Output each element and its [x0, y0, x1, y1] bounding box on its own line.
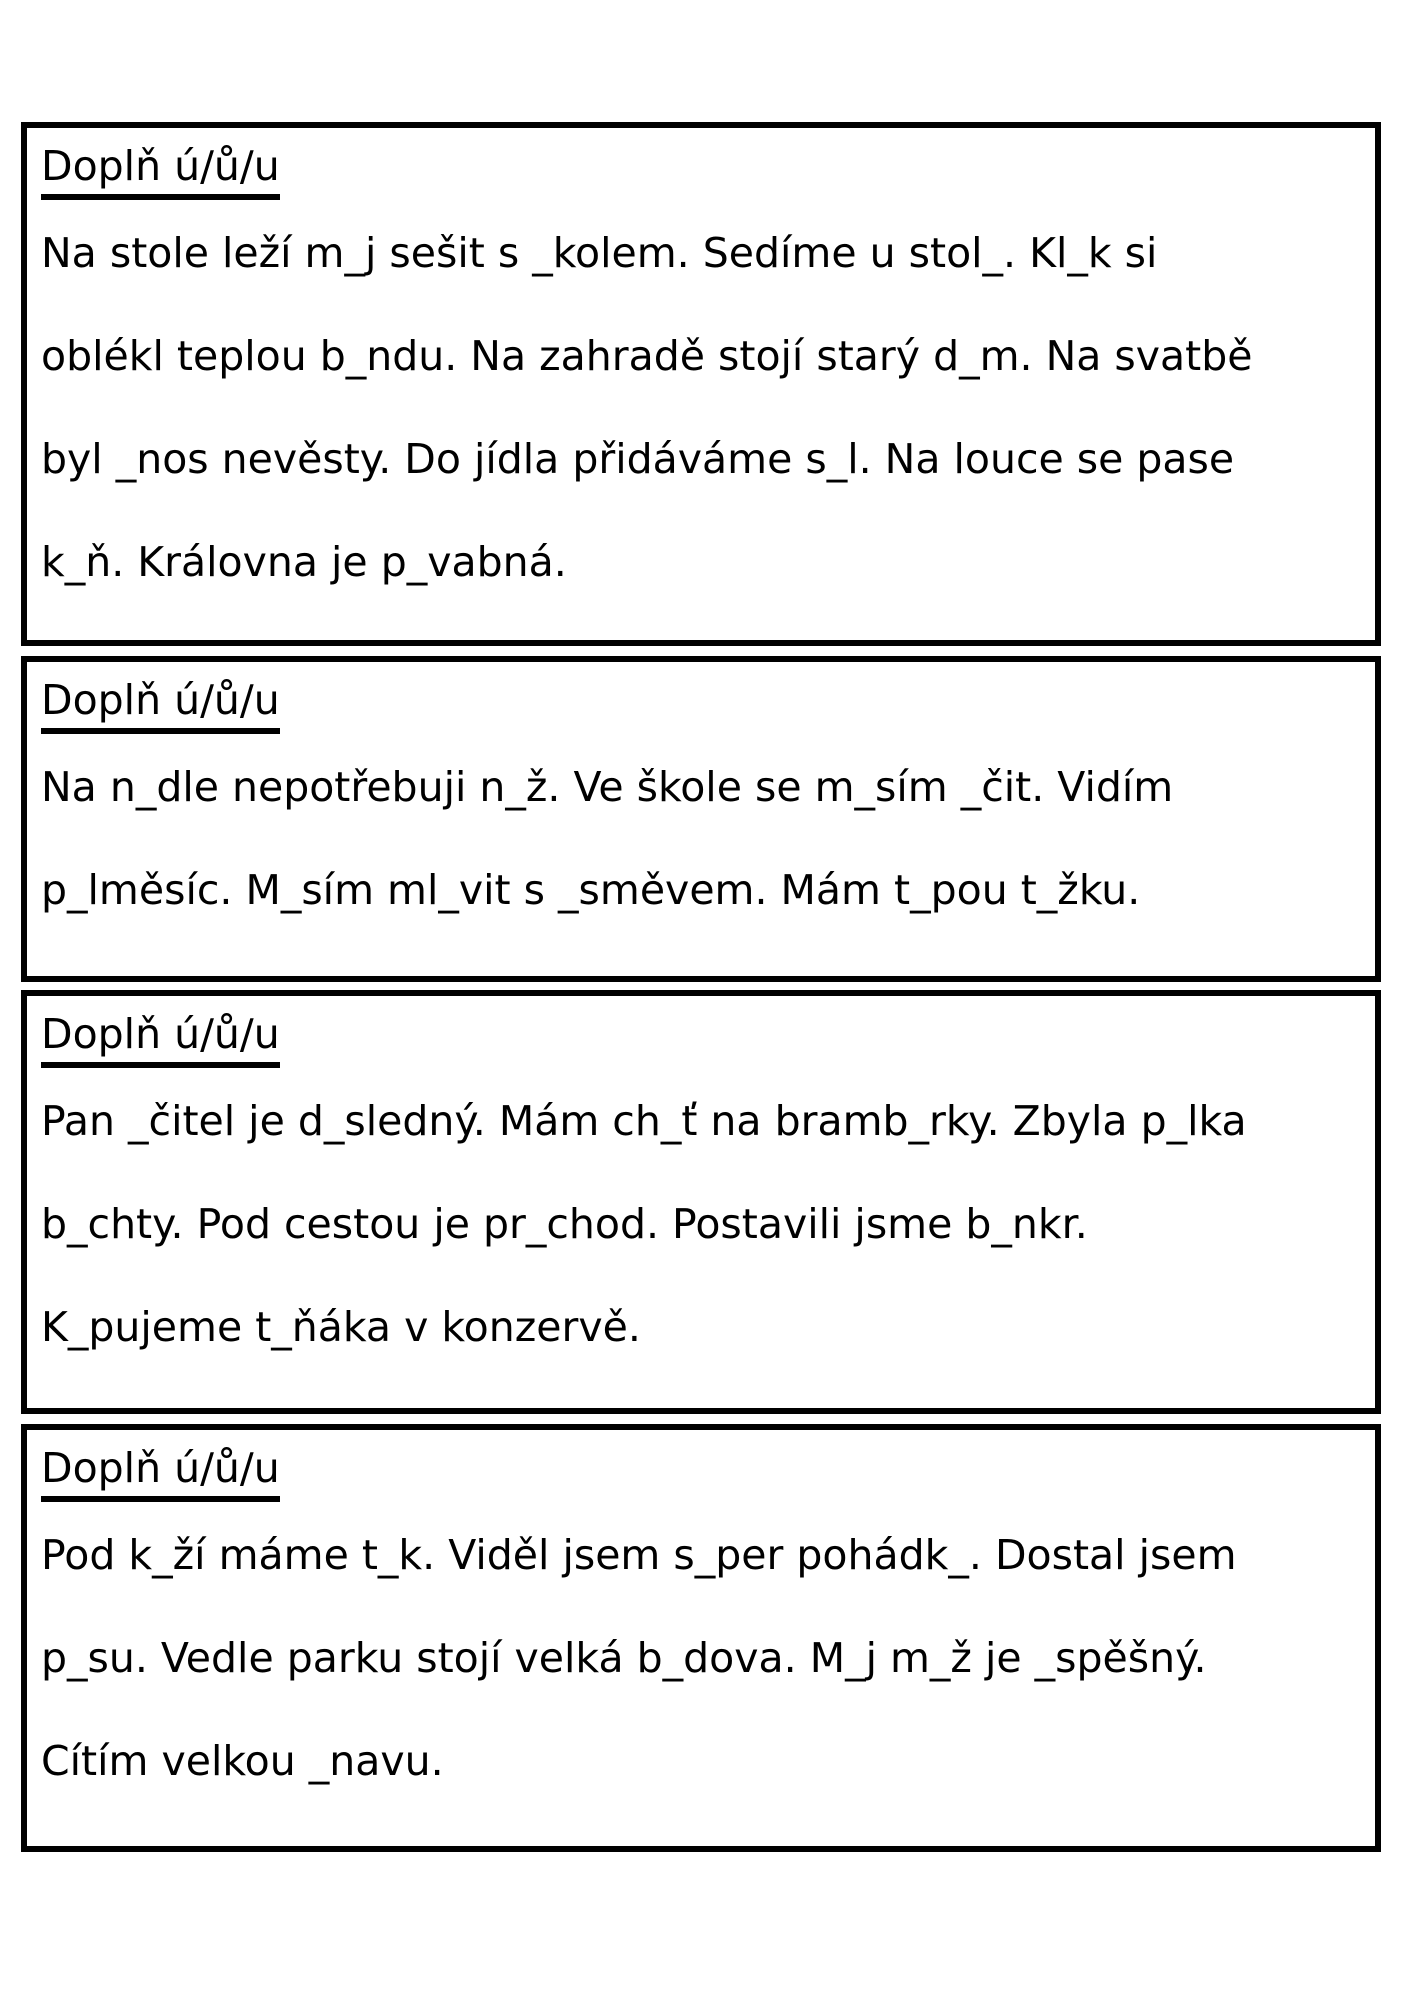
- exercise-card-3: [21, 990, 1381, 1414]
- exercise-text: [41, 202, 1361, 614]
- exercise-line: Na stole leží m_j sešit s _kolem. Sedíme u stol_. Kl_k si: [41, 229, 1158, 277]
- exercise-line: b_chty. Pod cestou je pr_chod. Postavili jsme b_nkr.: [41, 1200, 1088, 1248]
- exercise-line: Na n_dle nepotřebuji n_ž. Ve škole se m_sím _čit. Vidím: [41, 763, 1174, 811]
- exercise-title: Doplň ú/ů/u: [41, 140, 280, 200]
- exercise-text: [41, 736, 1361, 942]
- exercise-line: byl _nos nevěsty. Do jídla přidáváme s_l. Na louce se pase: [41, 435, 1235, 483]
- exercise-line: K_pujeme t_ňáka v konzervě.: [41, 1303, 641, 1351]
- exercise-text: [41, 1070, 1361, 1379]
- exercise-line: oblékl teplou b_ndu. Na zahradě stojí starý d_m. Na svatbě: [41, 332, 1253, 380]
- exercise-title: Doplň ú/ů/u: [41, 1008, 280, 1068]
- exercise-card-2: [21, 656, 1381, 982]
- exercise-card-4: [21, 1424, 1381, 1852]
- exercise-line: p_su. Vedle parku stojí velká b_dova. M_j m_ž je _spěšný.: [41, 1634, 1207, 1682]
- exercise-text: [41, 1504, 1361, 1813]
- exercise-line: Pan _čitel je d_sledný. Mám ch_ť na bramb_rky. Zbyla p_lka: [41, 1097, 1247, 1145]
- exercise-card-1: [21, 122, 1381, 646]
- exercise-line: Cítím velkou _navu.: [41, 1737, 444, 1785]
- exercise-line: p_lměsíc. M_sím ml_vit s _směvem. Mám t_pou t_žku.: [41, 866, 1141, 914]
- exercise-title: Doplň ú/ů/u: [41, 1442, 280, 1502]
- exercise-title: Doplň ú/ů/u: [41, 674, 280, 734]
- exercise-line: k_ň. Královna je p_vabná.: [41, 538, 567, 586]
- exercise-line: Pod k_ží máme t_k. Viděl jsem s_per pohádk_. Dostal jsem: [41, 1531, 1237, 1579]
